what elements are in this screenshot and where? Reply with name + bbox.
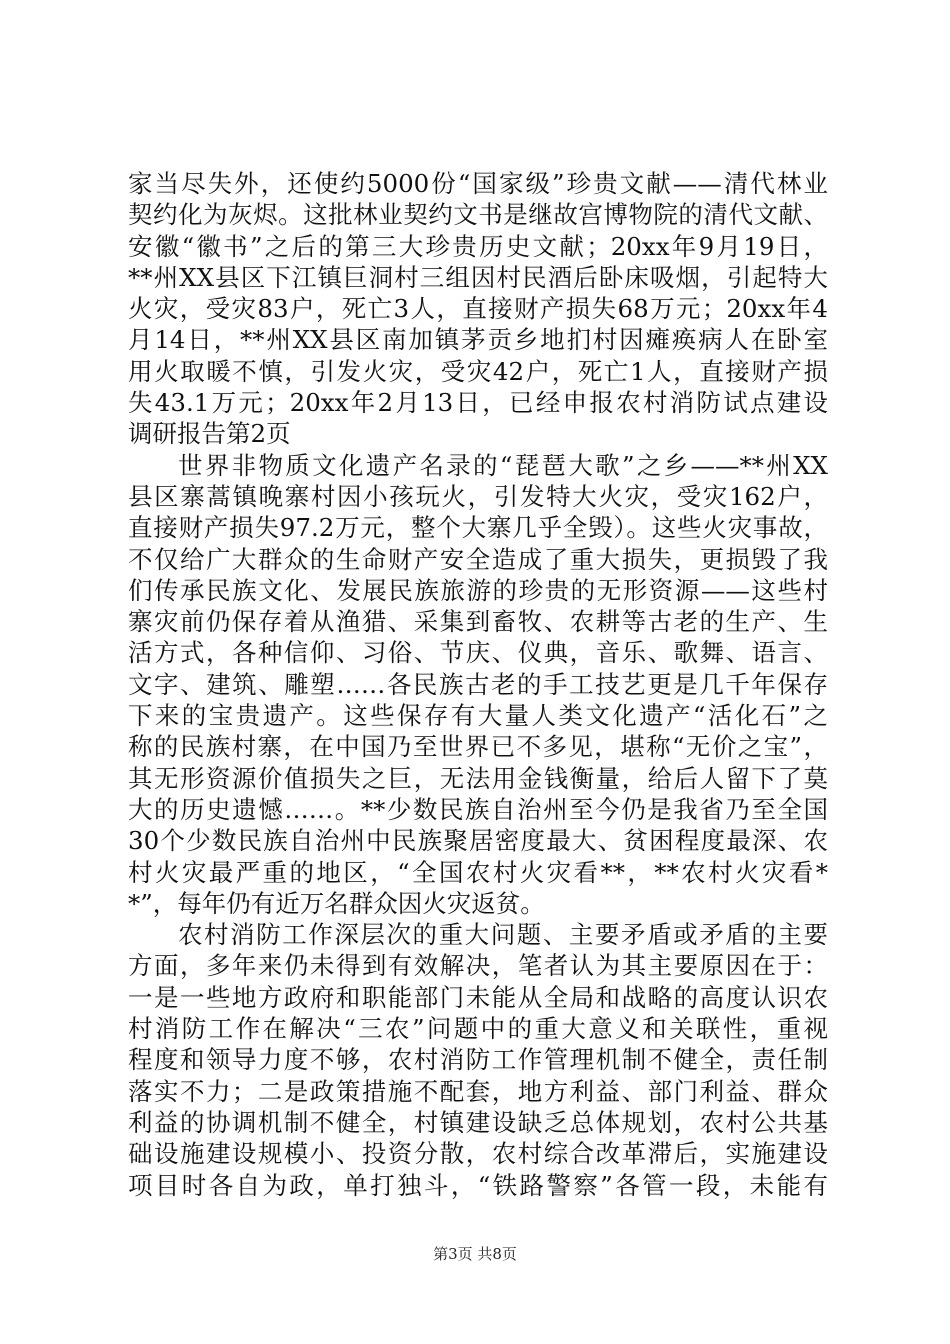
page-number: 第3页 共8页 — [433, 1245, 517, 1263]
text-line: 项目时各自为政，单打独斗，“铁路警察”各管一段，未能有 — [128, 1170, 828, 1200]
text-line: 称的民族村寨，在中国乃至世界已不多见，堪称“无价之宝”， — [128, 732, 828, 762]
text-line: 方面，多年来仍未得到有效解决，笔者认为其主要原因在于： — [128, 951, 828, 981]
text-line: 安徽“徽书”之后的第三大珍贵历史文献；20xx年9月19日， — [128, 231, 828, 261]
text-line: 30个少数民族自治州中民族聚居密度最大、贫困程度最深、农 — [128, 826, 828, 856]
text-line: 不仅给广大群众的生命财产安全造成了重大损失，更损毁了我 — [128, 544, 828, 574]
text-line: 其无形资源价值损失之巨，无法用金钱衡量，给后人留下了莫 — [128, 763, 828, 793]
text-line: 下来的宝贵遗产。这些保存有大量人类文化遗产“活化石”之 — [128, 701, 828, 731]
text-line: 失43.1万元；20xx年2月13日，已经申报农村消防试点建设 — [128, 388, 828, 418]
text-line: 础设施建设规模小、投资分散，农村综合改革滞后，实施建设 — [128, 1139, 828, 1169]
text-line: 活方式，各种信仰、习俗、节庆、仪典，音乐、歌舞、语言、 — [128, 638, 828, 668]
text-line: 村消防工作在解决“三农”问题中的重大意义和关联性，重视 — [128, 1014, 828, 1044]
text-line: 大的历史遗憾……。**少数民族自治州至今仍是我省乃至全国 — [128, 794, 828, 824]
text-line: 们传承民族文化、发展民族旅游的珍贵的无形资源——这些村 — [128, 575, 828, 605]
text-line: 家当尽失外，还使约5000份“国家级”珍贵文献——清代林业 — [128, 169, 828, 198]
paragraph-3 — [128, 919, 828, 1201]
page-footer — [0, 1244, 950, 1264]
text-line: 落实不力；二是政策措施不配套，地方利益、部门利益、群众 — [128, 1076, 828, 1106]
document-body — [128, 168, 828, 1201]
paragraph-1 — [128, 168, 828, 450]
text-line: 直接财产损失97.2万元，整个大寨几乎全毁）。这些火灾事故， — [128, 513, 828, 543]
text-line: 一是一些地方政府和职能部门未能从全局和战略的高度认识农 — [128, 982, 828, 1012]
text-line: 利益的协调机制不健全，村镇建设缺乏总体规划，农村公共基 — [128, 1107, 828, 1137]
paragraph-2 — [128, 450, 828, 919]
text-line: 契约化为灰烬。这批林业契约文书是继故宫博物院的清代文献、 — [128, 200, 828, 230]
text-line: 调研报告第2页 — [128, 419, 291, 449]
text-line: 世界非物质文化遗产名录的“琵琶大歌”之乡——**州XX — [178, 450, 828, 480]
text-line: *”，每年仍有近万名群众因火灾返贫。 — [128, 888, 545, 918]
text-line: 用火取暖不慎，引发火灾，受灾42户，死亡1人，直接财产损 — [128, 356, 828, 386]
text-line: 村火灾最严重的地区，“全国农村火灾看**，**农村火灾看* — [128, 857, 828, 887]
text-line: 火灾，受灾83户，死亡3人，直接财产损失68万元；20xx年4 — [128, 294, 828, 324]
text-line: 农村消防工作深层次的重大问题、主要矛盾或矛盾的主要 — [178, 920, 828, 950]
text-line: **州XX县区下江镇巨洞村三组因村民酒后卧床吸烟，引起特大 — [128, 262, 828, 292]
text-line: 县区寨蒿镇晚寨村因小孩玩火，引发特大火灾，受灾162户， — [128, 481, 828, 511]
text-line: 月14日，**州XX县区南加镇茅贡乡地扪村因瘫痪病人在卧室 — [128, 325, 828, 355]
text-line: 程度和领导力度不够，农村消防工作管理机制不健全，责任制 — [128, 1045, 828, 1075]
text-line: 文字、建筑、雕塑……各民族古老的手工技艺更是几千年保存 — [128, 669, 828, 699]
text-line: 寨灾前仍保存着从渔猎、采集到畜牧、农耕等古老的生产、生 — [128, 607, 828, 637]
